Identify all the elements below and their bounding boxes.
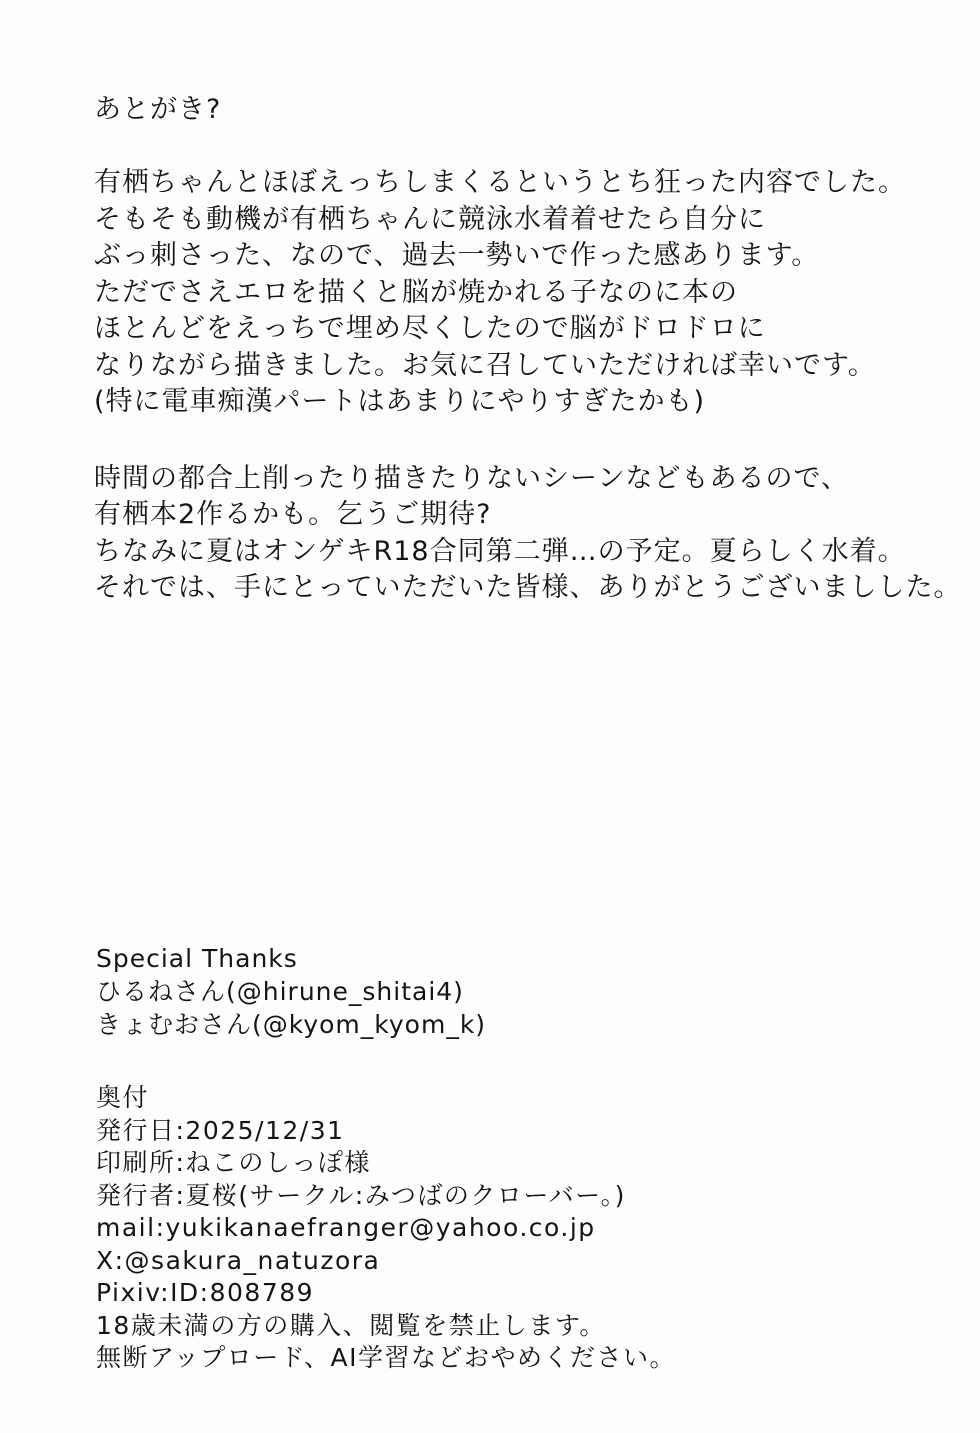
publish-date: 発行日:2025/12/31 — [96, 1115, 345, 1145]
afterword-line: 時間の都合上削ったり描きたりないシーンなどもあるので、 — [94, 462, 849, 494]
special-thanks-title: Special Thanks — [96, 944, 298, 973]
afterword-heading: あとがき? — [94, 94, 222, 125]
blank-line — [94, 421, 954, 461]
special-thanks-name: ひるねさん(@hirune_shitai4) — [96, 977, 464, 1006]
contact-email: mail:yukikanaefranger@yahoo.co.jp — [96, 1213, 596, 1242]
colophon-section — [96, 1082, 956, 1375]
afterword-line: 有栖ちゃんとほぼえっちしまくるというとち狂った内容でした。 — [94, 167, 906, 198]
printer: 印刷所:ねこのしっぽ様 — [96, 1148, 371, 1177]
afterword-line: それでは、手にとっていただいた皆様、ありがとうございましした。 — [94, 572, 962, 603]
afterword-line: ほとんどをえっちで埋め尽くしたので脳がドロドロに — [94, 313, 766, 344]
blank-line — [94, 129, 954, 166]
x-account: X:@sakura_natuzora — [96, 1245, 381, 1275]
publisher: 発行者:夏桜(サークル:みつばのクローバー。) — [96, 1180, 626, 1210]
afterword-line: ただでさえエロを描くと脳が焼かれる子なのに本の — [94, 276, 738, 308]
afterword-line: ちなみに夏はオンゲキR18合同第二弾…の予定。夏らしく水着。 — [94, 535, 906, 567]
special-thanks-section — [96, 942, 796, 1041]
no-upload-notice: 無断アップロード、AI学習などおやめください。 — [96, 1343, 676, 1372]
pixiv-id: Pixiv:ID:808789 — [96, 1278, 315, 1307]
colophon-title: 奥付 — [96, 1083, 150, 1112]
afterword-line: 有栖本2作るかも。乞うご期待? — [94, 499, 492, 530]
age-restriction-notice: 18歳未満の方の購入、閲覧を禁止します。 — [96, 1310, 606, 1340]
special-thanks-name: きょむおさん(@kyom_kyom_k) — [96, 1010, 487, 1039]
afterword-line: (特に電車痴漢パートはあまりにやりすぎたかも) — [94, 386, 706, 417]
afterword-line: そもそも動機が有栖ちゃんに競泳水着着せたら自分に — [94, 203, 766, 235]
afterword-line: なりながら描きました。お気に召していただければ幸いです。 — [94, 349, 876, 381]
afterword-section — [94, 92, 962, 607]
afterword-line: ぶっ刺さった、なので、過去一勢いで作った感あります。 — [94, 240, 820, 271]
